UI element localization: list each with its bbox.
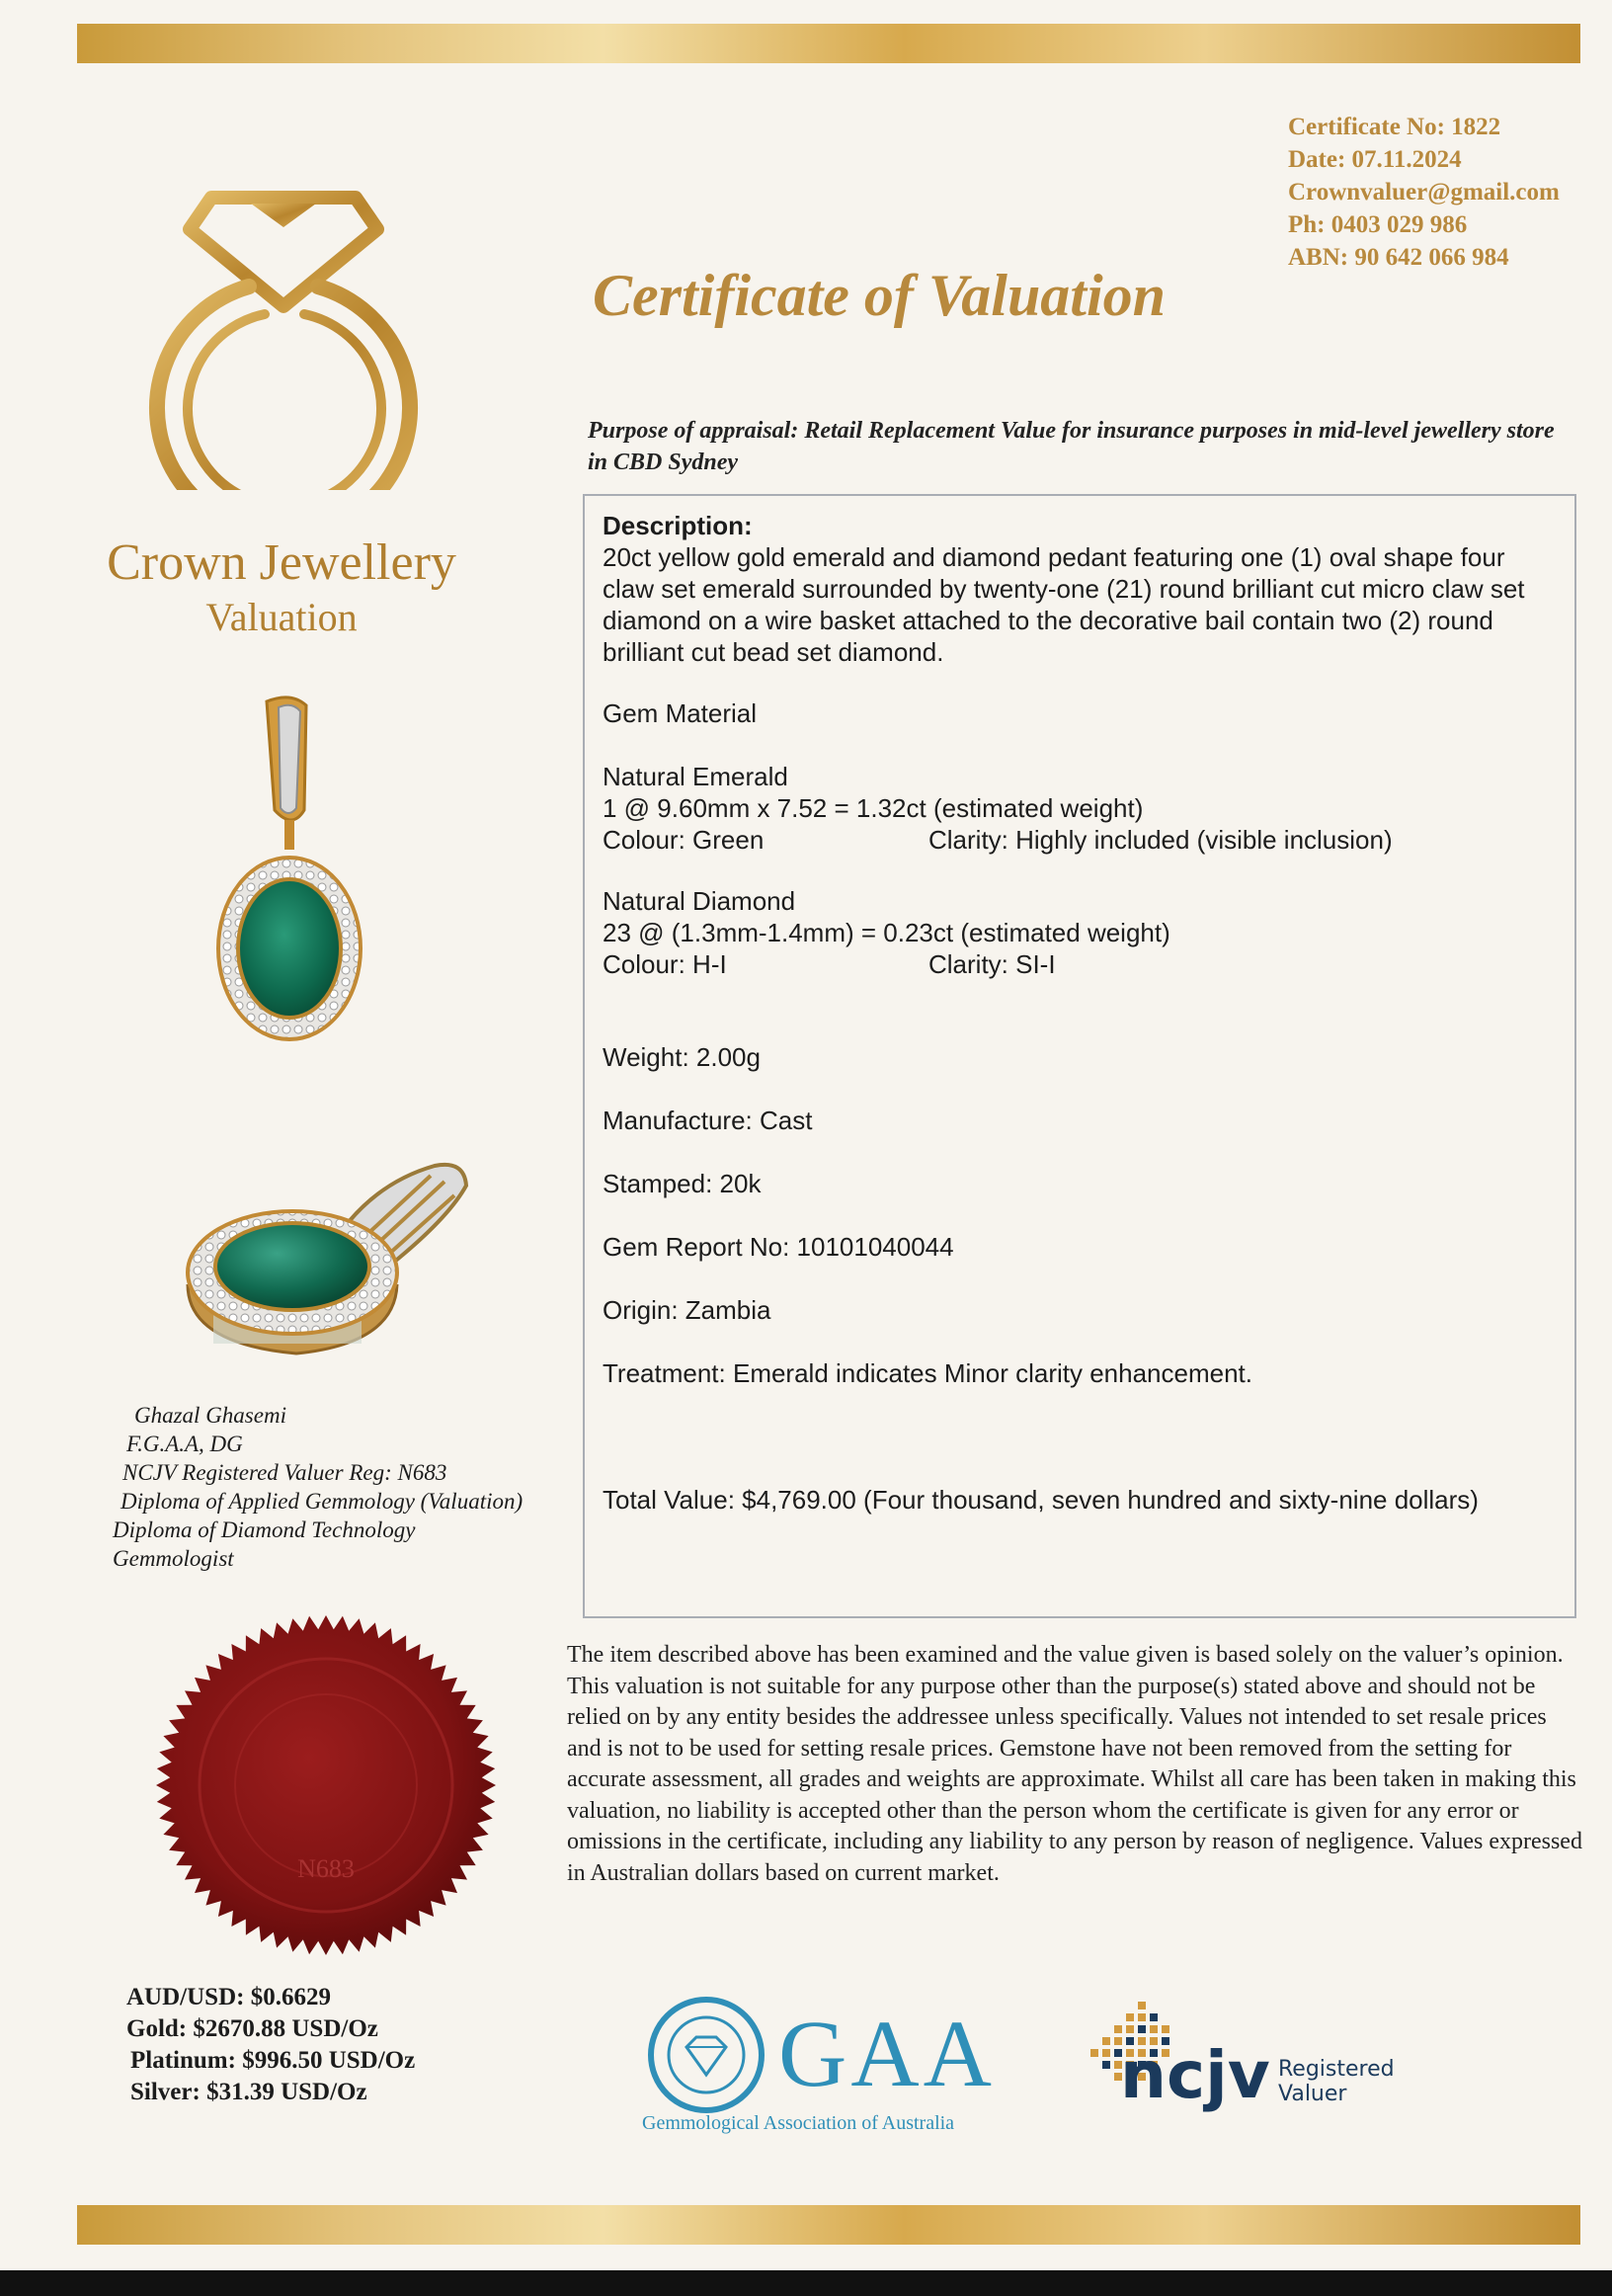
gem-material-heading: Gem Material xyxy=(603,698,758,728)
description-heading: Description: xyxy=(603,511,753,540)
pendant-front-image xyxy=(198,692,375,1047)
silver-rate: Silver: $31.39 USD/Oz xyxy=(130,2079,367,2105)
treatment-row xyxy=(603,1357,1561,1389)
weight-row xyxy=(603,1041,1561,1073)
ncjv-registered-valuer xyxy=(1278,2057,1395,2106)
gaa-emblem-icon xyxy=(647,1996,766,2114)
contact-phone: Ph: 0403 029 986 xyxy=(1288,211,1468,238)
valuer-role: Gemmologist xyxy=(113,1546,234,1571)
seal-registration: N683 xyxy=(297,1854,355,1883)
emerald-measure: 1 @ 9.60mm x 7.52 = 1.32ct (estimated weight) xyxy=(603,793,1144,823)
valuer-diploma-diamond: Diploma of Diamond Technology xyxy=(113,1517,416,1542)
gaa-logo-text: GAA xyxy=(778,2001,996,2106)
emerald-colour: Colour: Green xyxy=(603,825,765,855)
valuer-diploma-valuation: Diploma of Applied Gemmology (Valuation) xyxy=(121,1489,524,1514)
metal-rates xyxy=(126,1982,541,2108)
gaa-caption: Gemmological Association of Australia xyxy=(642,2112,955,2134)
description-text: 20ct yellow gold emerald and diamond pedant featuring one (1) oval shape four claw set emerald surrounded by twenty-one (21) round brilliant cut micro claw set diamond on a wire basket attached to the decorative bail contain two (2) round brilliant cut bead set diamond. xyxy=(603,542,1525,667)
brand-subtitle: Valuation xyxy=(205,595,358,639)
aud-usd-rate: AUD/USD: $0.6629 xyxy=(126,1984,331,2010)
valuer-registration: NCJV Registered Valuer Reg: N683 xyxy=(122,1460,447,1485)
disclaimer-text: The item described above has been examined and the value given is based solely on the valuer’s opinion. This valuation is not suitable for any purpose other than the purpose(s) stated above and should not be relied on by any entity besides the addressee unless specifically. Values not intended to set resale prices and is not to be used for setting resale prices. Gemstone have not been removed from the setting for accurate assessment, all grades and weights are approximate. Whilst all care has been taken in making this valuation, no liability is accepted other than the person whom the certificate is given for any error or omissions in the certificate, including any liability to any person by reason of negligence. Values expressed in Australian dollars based on current market. xyxy=(567,1642,1582,1886)
valuer-postnominals: F.G.A.A, DG xyxy=(126,1432,243,1456)
manufacture-row xyxy=(603,1105,1561,1136)
emerald-name: Natural Emerald xyxy=(603,762,788,791)
manufacture-label: Manufacture: xyxy=(603,1106,753,1135)
manufacture-value: Cast xyxy=(752,1106,813,1135)
certificate-info xyxy=(1288,111,1604,274)
appraisal-purpose: Purpose of appraisal: Retail Replacement Value for insurance purposes in mid-level jewellery store in CBD Sydney xyxy=(588,418,1555,475)
page-title: Certificate of Valuation xyxy=(593,263,1167,328)
treatment-label: Treatment: xyxy=(603,1358,726,1388)
ncjv-valuer: Valuer xyxy=(1278,2082,1347,2106)
total-value: Total Value: $4,769.00 (Four thousand, seven hundred and sixty-nine dollars) xyxy=(603,1485,1479,1515)
valuer-details xyxy=(109,1401,583,1573)
certificate-date: Date: 07.11.2024 xyxy=(1288,146,1462,173)
diamond-measure: 23 @ (1.3mm-1.4mm) = 0.23ct (estimated weight) xyxy=(603,918,1170,947)
wax-seal-icon xyxy=(153,1612,499,1958)
pendant-side-image xyxy=(168,1146,484,1373)
bottom-gold-border xyxy=(77,2205,1580,2245)
diamond-grades xyxy=(603,948,1561,980)
treatment-value: Emerald indicates Minor clarity enhancement. xyxy=(725,1358,1252,1388)
gem-report-row xyxy=(603,1231,1561,1263)
gold-rate: Gold: $2670.88 USD/Oz xyxy=(126,2015,378,2042)
platinum-rate: Platinum: $996.50 USD/Oz xyxy=(130,2047,416,2074)
origin-value: Zambia xyxy=(678,1295,771,1325)
crown-ring-logo-icon xyxy=(140,184,427,490)
ncjv-registered: Registered xyxy=(1278,2057,1395,2082)
gem-report-value: 10101040044 xyxy=(789,1232,954,1262)
certificate-number: Certificate No: 1822 xyxy=(1288,114,1501,140)
description-section xyxy=(603,510,1561,668)
stamped-value: 20k xyxy=(712,1169,762,1198)
description-box xyxy=(583,494,1576,1618)
stamped-row xyxy=(603,1168,1561,1199)
scan-edge xyxy=(0,2270,1612,2296)
origin-row xyxy=(603,1294,1561,1326)
emerald-clarity: Clarity: Highly included (visible inclusion) xyxy=(928,825,1393,855)
diamond-clarity: Clarity: SI-I xyxy=(928,949,1056,979)
valuer-name: Ghazal Ghasemi xyxy=(134,1403,286,1428)
brand-name: Crown Jewellery xyxy=(107,534,456,591)
ncjv-logo-text: ncjv xyxy=(1120,2037,1270,2113)
emerald-grades xyxy=(603,824,1561,856)
stamped-label: Stamped: xyxy=(603,1169,713,1198)
diamond-colour: Colour: H-I xyxy=(603,949,727,979)
weight-label: Weight: xyxy=(603,1042,689,1072)
contact-email[interactable]: Crownvaluer@gmail.com xyxy=(1288,179,1560,205)
gem-report-label: Gem Report No: xyxy=(603,1232,790,1262)
diamond-name: Natural Diamond xyxy=(603,886,796,916)
abn-number: ABN: 90 642 066 984 xyxy=(1288,244,1509,271)
origin-label: Origin: xyxy=(603,1295,679,1325)
weight-value: 2.00g xyxy=(688,1042,761,1072)
top-gold-border xyxy=(77,24,1580,63)
